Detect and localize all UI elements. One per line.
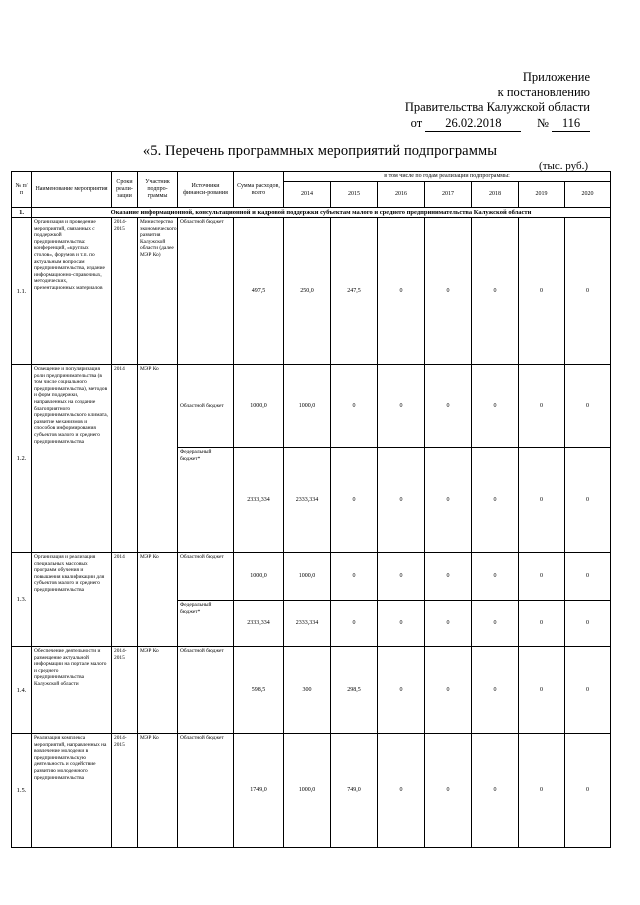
page-title: «5. Перечень программных мероприятий подпрограммы (142, 143, 498, 159)
row-name: Организация и реализация специальных массовых программ обучения и повышения квалификации для субъектов малого и среднего предпринимательства (32, 553, 112, 647)
row-year-value: 749,0 (331, 734, 378, 848)
row-year-value: 0 (331, 553, 378, 601)
row-total: 1749,0 (234, 734, 284, 848)
row-total: 598,5 (234, 647, 284, 734)
row-year-value: 0 (472, 365, 519, 448)
row-terms: 2014 (112, 365, 138, 553)
row-name: Организация и проведение мероприятий, связанных с поддержкой предпринимательства: конференций, «круглых столов», форумов и т.п. по актуальным вопросам предпринимательства, издание информационно-справочных, методических, презентационных материалов (32, 218, 112, 365)
row-source: Областной бюджет (178, 218, 234, 365)
row-participant: МЭР Ко (138, 734, 178, 848)
col-header-terms: Сроки реали-зации (112, 172, 138, 208)
row-terms: 2014-2015 (112, 734, 138, 848)
row-year-value: 0 (472, 601, 519, 647)
row-number: 1.4. (12, 647, 32, 734)
row-source: Федеральный бюджет* (178, 448, 234, 553)
row-number: 1.2. (12, 365, 32, 553)
row-year-value: 2333,334 (284, 601, 331, 647)
row-year-value: 0 (472, 448, 519, 553)
row-source: Областной бюджет (178, 647, 234, 734)
row-source: Областной бюджет (178, 734, 234, 848)
row-name: Обеспечение деятельности и размещение актуальной информации на портале малого и среднего предпринимательства Калужской области (32, 647, 112, 734)
row-year-value: 0 (519, 448, 565, 553)
col-header-name: Наименование мероприятия (32, 172, 112, 208)
number-prefix: № (536, 116, 549, 130)
year-header: 2020 (565, 182, 611, 208)
row-year-value: 1000,0 (284, 734, 331, 848)
units-label: (тыс. руб.) (539, 160, 588, 172)
row-year-value: 0 (425, 448, 472, 553)
row-year-value: 247,5 (331, 218, 378, 365)
col-header-sum: Сумма расходов, всего (234, 172, 284, 208)
row-year-value: 0 (425, 218, 472, 365)
row-year-value: 0 (519, 734, 565, 848)
row-source: Областной бюджет (178, 365, 234, 448)
annex-block (405, 70, 590, 132)
row-year-value: 0 (378, 553, 425, 601)
table-row (12, 647, 611, 734)
row-year-value: 300 (284, 647, 331, 734)
row-year-value: 0 (472, 553, 519, 601)
measures-table (11, 171, 611, 848)
row-year-value: 0 (378, 365, 425, 448)
row-source: Областной бюджет (178, 553, 234, 601)
section-number: 1. (12, 208, 32, 218)
row-total: 2333,334 (234, 601, 284, 647)
row-year-value: 0 (378, 218, 425, 365)
row-year-value: 0 (565, 365, 611, 448)
section-title: Оказание информационной, консультационной и кадровой поддержки субъектам малого и среднего предпринимательства Калужской области (32, 208, 611, 218)
row-year-value: 0 (519, 601, 565, 647)
row-year-value: 0 (331, 601, 378, 647)
year-header: 2015 (331, 182, 378, 208)
row-number: 1.1. (12, 218, 32, 365)
row-year-value: 0 (565, 218, 611, 365)
row-number: 1.3. (12, 553, 32, 647)
table-row (12, 365, 611, 448)
row-year-value: 0 (519, 647, 565, 734)
table-row (12, 553, 611, 601)
row-participant: МЭР Ко (138, 365, 178, 553)
row-year-value: 0 (472, 734, 519, 848)
annex-line-1: Приложение (522, 70, 590, 84)
row-year-value: 0 (331, 365, 378, 448)
row-year-value: 0 (519, 365, 565, 448)
row-year-value: 250,0 (284, 218, 331, 365)
row-year-value: 0 (472, 218, 519, 365)
row-year-value: 0 (519, 553, 565, 601)
row-year-value: 1000,0 (284, 365, 331, 448)
row-year-value: 0 (425, 601, 472, 647)
row-total: 1000,0 (234, 553, 284, 601)
row-total: 497,5 (234, 218, 284, 365)
row-year-value: 0 (565, 734, 611, 848)
row-participant: Министерство экономического развития Калужской области (далее МЭР Ко) (138, 218, 178, 365)
resolution-date-number (405, 116, 590, 132)
row-terms: 2014-2015 (112, 647, 138, 734)
row-terms: 2014-2015 (112, 218, 138, 365)
row-participant: МЭР Ко (138, 553, 178, 647)
row-name: Освещение и популяризация роли предпринимательства (в том числе социального предпринимательства), методов и форм поддержки, направленных на создание благоприятного предпринимательского климата, развитие механизмов и способов информирования субъектов малого и среднего предпринимательства (32, 365, 112, 553)
row-year-value: 1000,0 (284, 553, 331, 601)
row-year-value: 0 (425, 365, 472, 448)
row-year-value: 0 (378, 734, 425, 848)
row-year-value: 2333,334 (284, 448, 331, 553)
resolution-number: 116 (552, 116, 590, 132)
row-year-value: 0 (425, 734, 472, 848)
row-terms: 2014 (112, 553, 138, 647)
table-row (12, 218, 611, 365)
row-participant: МЭР Ко (138, 647, 178, 734)
annex-line-2: к постановлению (497, 85, 590, 99)
row-year-value: 0 (565, 601, 611, 647)
row-total: 2333,334 (234, 448, 284, 553)
row-year-value: 0 (519, 218, 565, 365)
row-year-value: 298,5 (331, 647, 378, 734)
row-total: 1000,0 (234, 365, 284, 448)
resolution-date: 26.02.2018 (425, 116, 521, 132)
col-header-no: № п/п (12, 172, 32, 208)
col-header-source: Источники финанси-рования (178, 172, 234, 208)
row-year-value: 0 (331, 448, 378, 553)
row-year-value: 0 (565, 448, 611, 553)
row-year-value: 0 (425, 647, 472, 734)
year-header: 2016 (378, 182, 425, 208)
year-header: 2017 (425, 182, 472, 208)
year-header: 2014 (284, 182, 331, 208)
row-year-value: 0 (378, 647, 425, 734)
annex-line-3: Правительства Калужской области (404, 100, 590, 114)
year-header: 2019 (519, 182, 565, 208)
table-row (12, 734, 611, 848)
date-prefix: от (410, 116, 423, 130)
row-number: 1.5. (12, 734, 32, 848)
col-header-by-years: в том числе по годам реализации подпрограммы: (284, 172, 611, 182)
row-year-value: 0 (378, 601, 425, 647)
row-year-value: 0 (472, 647, 519, 734)
section-row (12, 208, 611, 218)
row-name: Реализация комплекса мероприятий, направленных на вовлечение молодежи в предпринимательскую деятельность и содействие развитию молодежного предпринимательства (32, 734, 112, 848)
row-year-value: 0 (565, 553, 611, 601)
year-header: 2018 (472, 182, 519, 208)
row-year-value: 0 (378, 448, 425, 553)
col-header-participant: Участник подпро-граммы (138, 172, 178, 208)
row-source: Федеральный бюджет* (178, 601, 234, 647)
row-year-value: 0 (425, 553, 472, 601)
row-year-value: 0 (565, 647, 611, 734)
